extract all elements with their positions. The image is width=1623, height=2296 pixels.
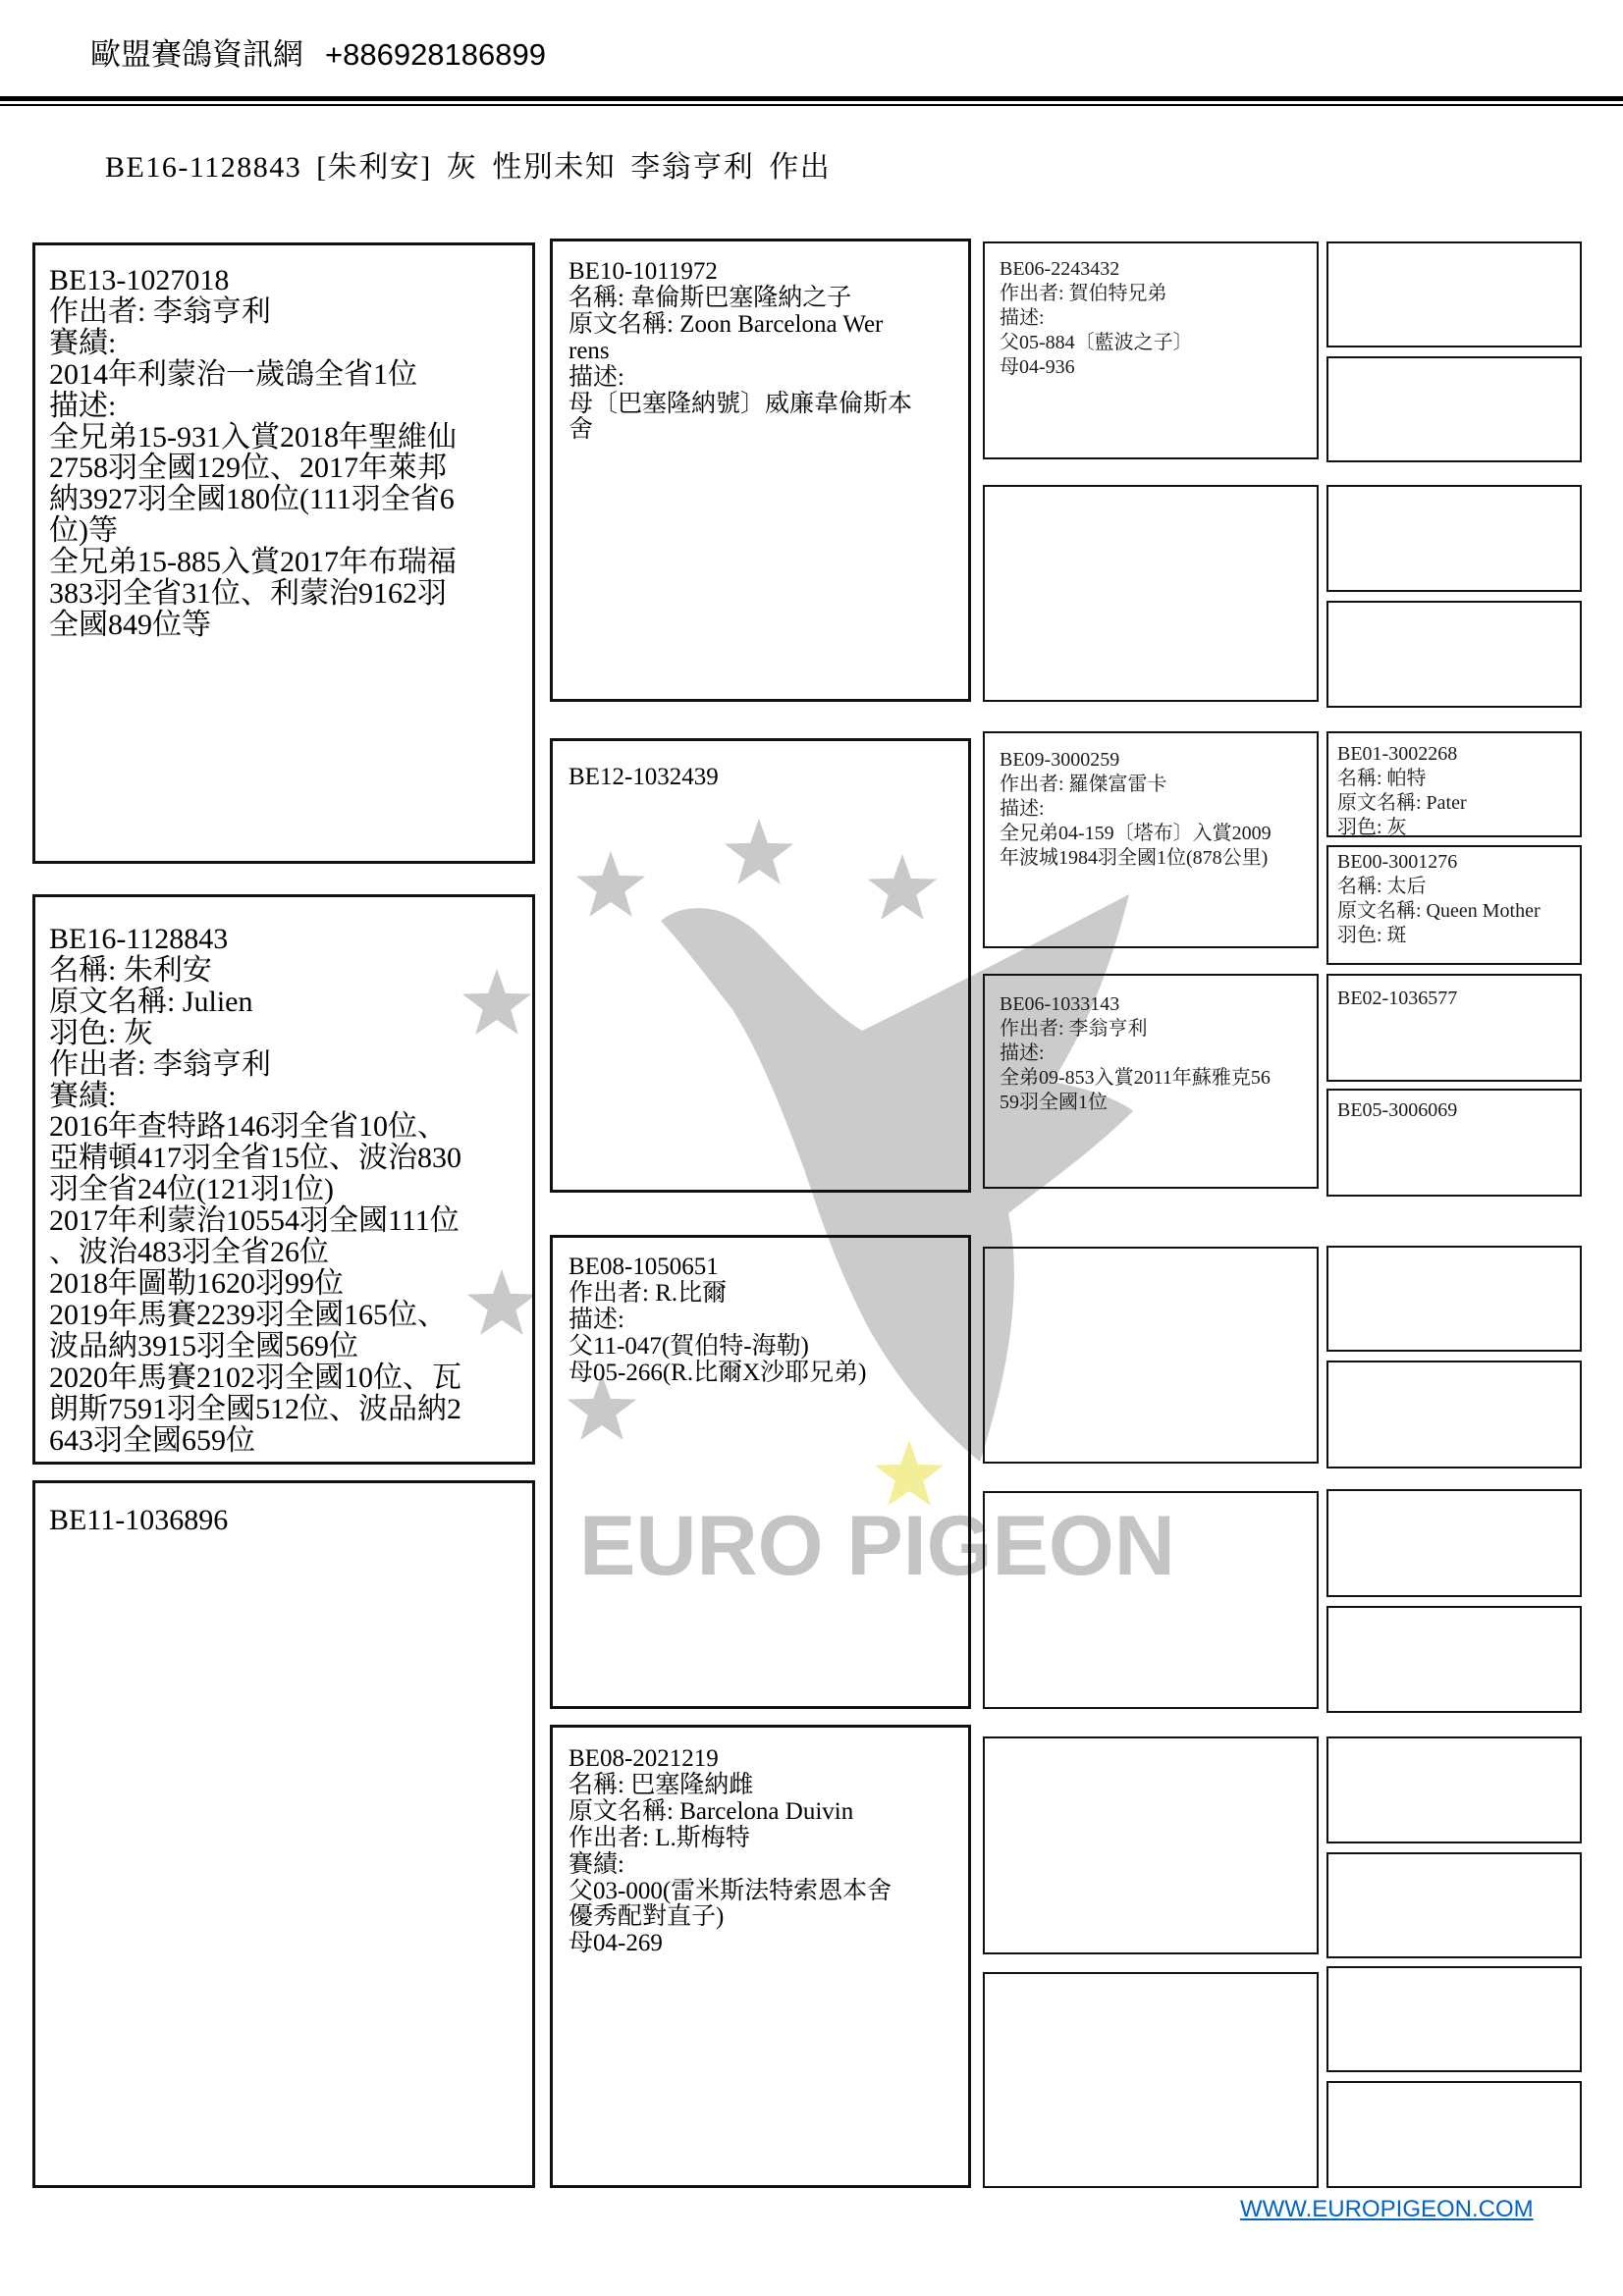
pedigree-line: 名稱: 朱利安 — [49, 953, 212, 987]
pedigree-line: 原文名稱: Julien — [49, 985, 253, 1018]
header-rule-thick — [0, 96, 1623, 101]
pedigree-line: 賽績: — [49, 1079, 117, 1112]
pedigree-line: 描述: — [1000, 797, 1045, 820]
pedigree-box-gg-grandparent-9 — [1326, 1246, 1582, 1352]
pedigree-line: 賽績: — [568, 1850, 624, 1878]
pedigree-box-gg-grandparent-11 — [1326, 1489, 1582, 1597]
ring-number: BE01-3002268 — [1337, 743, 1458, 765]
pedigree-line: 位)等 — [49, 514, 118, 548]
pedigree-line: 作出者: 賀伯特兄弟 — [1000, 282, 1167, 304]
pedigree-line: 作出者: 李翁亨利 — [49, 294, 271, 328]
pedigree-line: rens — [568, 337, 610, 364]
pedigree-line: 原文名稱: Barcelona Duivin — [568, 1797, 854, 1825]
ring-number: BE08-1050651 — [568, 1254, 719, 1280]
pedigree-line: 383羽全省31位、利蒙治9162羽 — [49, 577, 447, 611]
pedigree-line: 舍 — [568, 416, 594, 444]
pedigree-line: 母04-936 — [1000, 355, 1075, 378]
pedigree-box-grandparent-3 — [550, 1235, 971, 1709]
pedigree-box-great-grandparent-8 — [983, 1972, 1319, 2188]
pedigree-line: 父03-000(雷米斯法特索恩本舍 — [568, 1877, 893, 1904]
pedigree-box-gg-grandparent-1 — [1326, 241, 1582, 347]
pedigree-line: 2014年利蒙治一歲鴿全省1位 — [49, 357, 417, 391]
pedigree-line: 全兄弟04-159〔塔布〕入賞2009 — [1000, 822, 1271, 844]
pedigree-line: 作出者: 羅傑富雷卡 — [1000, 773, 1167, 795]
pedigree-line: 全兄弟15-885入賞2017年布瑞福 — [49, 546, 457, 579]
pedigree-line: 描述: — [1000, 1041, 1045, 1064]
pedigree-line: 父05-884〔藍波之子〕 — [1000, 331, 1193, 353]
pedigree-line: 原文名稱: Pater — [1337, 791, 1467, 814]
pedigree-box-gg-grandparent-13 — [1326, 1736, 1582, 1843]
pedigree-line: 亞精頓417羽全省15位、波治830 — [49, 1142, 461, 1175]
pedigree-line: 作出者: 李翁亨利 — [1000, 1017, 1148, 1040]
pedigree-box-dam — [32, 1480, 535, 2188]
ring-number: BE10-1011972 — [568, 258, 718, 285]
site-header — [90, 35, 546, 75]
pedigree-box-gg-grandparent-5 — [1326, 731, 1582, 837]
site-name: 歐盟賽鴿資訊網 — [90, 37, 303, 72]
pedigree-line: 父11-047(賀伯特-海勒) — [568, 1332, 809, 1360]
pedigree-line: 描述: — [1000, 306, 1045, 329]
page-title: BE16-1128843 [朱利安] 灰 性別未知 李翁亨利 作出 — [105, 151, 832, 184]
pedigree-line: 納3927羽全國180位(111羽全省6 — [49, 483, 455, 516]
pedigree-line: 全國849位等 — [49, 608, 211, 641]
pedigree-line: 59羽全國1位 — [1000, 1091, 1108, 1113]
pedigree-line: 羽全省24位(121羽1位) — [49, 1173, 334, 1206]
pedigree-box-gg-grandparent-2 — [1326, 356, 1582, 462]
pedigree-box-great-grandparent-1 — [983, 241, 1319, 459]
pedigree-line: 母05-266(R.比爾X沙耶兄弟) — [568, 1359, 867, 1386]
ring-number: BE13-1027018 — [49, 264, 230, 296]
ring-number: BE09-3000259 — [1000, 749, 1120, 771]
pedigree-line: 描述: — [49, 389, 117, 422]
pedigree-line: 全兄弟15-931入賞2018年聖維仙 — [49, 420, 457, 454]
website-link[interactable]: WWW.EUROPIGEON.COM — [1240, 2196, 1534, 2222]
pedigree-box-great-grandparent-2 — [983, 485, 1319, 702]
ring-number: BE11-1036896 — [49, 1504, 229, 1536]
ring-number: BE12-1032439 — [568, 764, 719, 790]
pedigree-line: 作出者: L.斯梅特 — [568, 1824, 750, 1851]
pedigree-line: 名稱: 太后 — [1337, 875, 1427, 897]
pedigree-box-great-grandparent-4 — [983, 974, 1319, 1189]
pedigree-line: 母〔巴塞隆納號〕威廉韋倫斯本 — [568, 390, 913, 417]
pedigree-box-gg-grandparent-3 — [1326, 485, 1582, 592]
pedigree-line: 2017年利蒙治10554羽全國111位 — [49, 1204, 460, 1238]
pedigree-line: 波品納3915羽全國569位 — [49, 1329, 358, 1362]
pedigree-line: 名稱: 巴塞隆納雌 — [568, 1771, 754, 1798]
pedigree-line: 全弟09-853入賞2011年蘇雅克56 — [1000, 1066, 1271, 1089]
pedigree-line: 2018年圖勒1620羽99位 — [49, 1266, 344, 1300]
pedigree-line: 2020年馬賽2102羽全國10位、瓦 — [49, 1361, 461, 1394]
ring-number: BE08-2021219 — [568, 1745, 719, 1772]
pedigree-box-subject — [32, 894, 535, 1465]
pedigree-box-great-grandparent-5 — [983, 1247, 1319, 1464]
pedigree-line: 2758羽全國129位、2017年萊邦 — [49, 452, 447, 485]
pedigree-line: 描述: — [568, 1306, 624, 1333]
pedigree-box-gg-grandparent-7 — [1326, 974, 1582, 1082]
pedigree-line: 羽色: 灰 — [1337, 816, 1407, 838]
watermark-text: EURO PIGEON — [579, 1499, 1175, 1593]
pedigree-line: 羽色: 斑 — [1337, 924, 1407, 946]
pedigree-line: 2016年查特路146羽全省10位、 — [49, 1110, 447, 1144]
ring-number: BE05-3006069 — [1337, 1099, 1458, 1121]
pedigree-line: 描述: — [568, 363, 624, 391]
pedigree-line: 名稱: 韋倫斯巴塞隆納之子 — [568, 284, 852, 311]
pedigree-line: 優秀配對直子) — [568, 1903, 725, 1931]
pedigree-line: 年波城1984羽全國1位(878公里) — [1000, 846, 1269, 869]
pedigree-box-great-grandparent-3 — [983, 731, 1319, 948]
pedigree-line: 名稱: 帕特 — [1337, 767, 1427, 789]
phone-number: +886928186899 — [325, 37, 546, 72]
pedigree-box-gg-grandparent-15 — [1326, 1966, 1582, 2072]
pedigree-box-great-grandparent-6 — [983, 1491, 1319, 1709]
pedigree-box-gg-grandparent-14 — [1326, 1852, 1582, 1958]
pedigree-line: 母04-269 — [568, 1930, 663, 1957]
pedigree-box-grandparent-1 — [550, 239, 971, 702]
pedigree-line: 2019年馬賽2239羽全國165位、 — [49, 1298, 447, 1331]
pedigree-line: 原文名稱: Zoon Barcelona Wer — [568, 310, 884, 338]
ring-number: BE02-1036577 — [1337, 988, 1458, 1009]
pedigree-box-gg-grandparent-12 — [1326, 1606, 1582, 1713]
pedigree-box-great-grandparent-7 — [983, 1736, 1319, 1954]
pedigree-box-grandparent-2 — [550, 738, 971, 1193]
pedigree-box-gg-grandparent-16 — [1326, 2081, 1582, 2188]
ring-number: BE16-1128843 — [49, 923, 229, 955]
ring-number: BE06-2243432 — [1000, 258, 1120, 280]
ring-number: BE06-1033143 — [1000, 993, 1120, 1015]
pedigree-line: 賽績: — [49, 326, 117, 359]
pedigree-line: 、波治483羽全省26位 — [49, 1236, 329, 1269]
pedigree-box-gg-grandparent-6 — [1326, 845, 1582, 965]
pedigree-line: 羽色: 灰 — [49, 1016, 153, 1049]
header-rule-thin — [0, 104, 1623, 106]
pedigree-box-gg-grandparent-10 — [1326, 1361, 1582, 1468]
pedigree-box-gg-grandparent-4 — [1326, 601, 1582, 708]
pedigree-box-grandparent-4 — [550, 1725, 971, 2188]
pedigree-line: 作出者: R.比爾 — [568, 1279, 728, 1307]
pedigree-box-sire — [32, 242, 535, 864]
pedigree-line: 作出者: 李翁亨利 — [49, 1047, 271, 1081]
pedigree-box-gg-grandparent-8 — [1326, 1089, 1582, 1197]
pedigree-line: 朗斯7591羽全國512位、波品納2 — [49, 1392, 461, 1425]
ring-number: BE00-3001276 — [1337, 851, 1458, 873]
pedigree-line: 643羽全國659位 — [49, 1423, 255, 1457]
pedigree-line: 原文名稱: Queen Mother — [1337, 899, 1541, 922]
